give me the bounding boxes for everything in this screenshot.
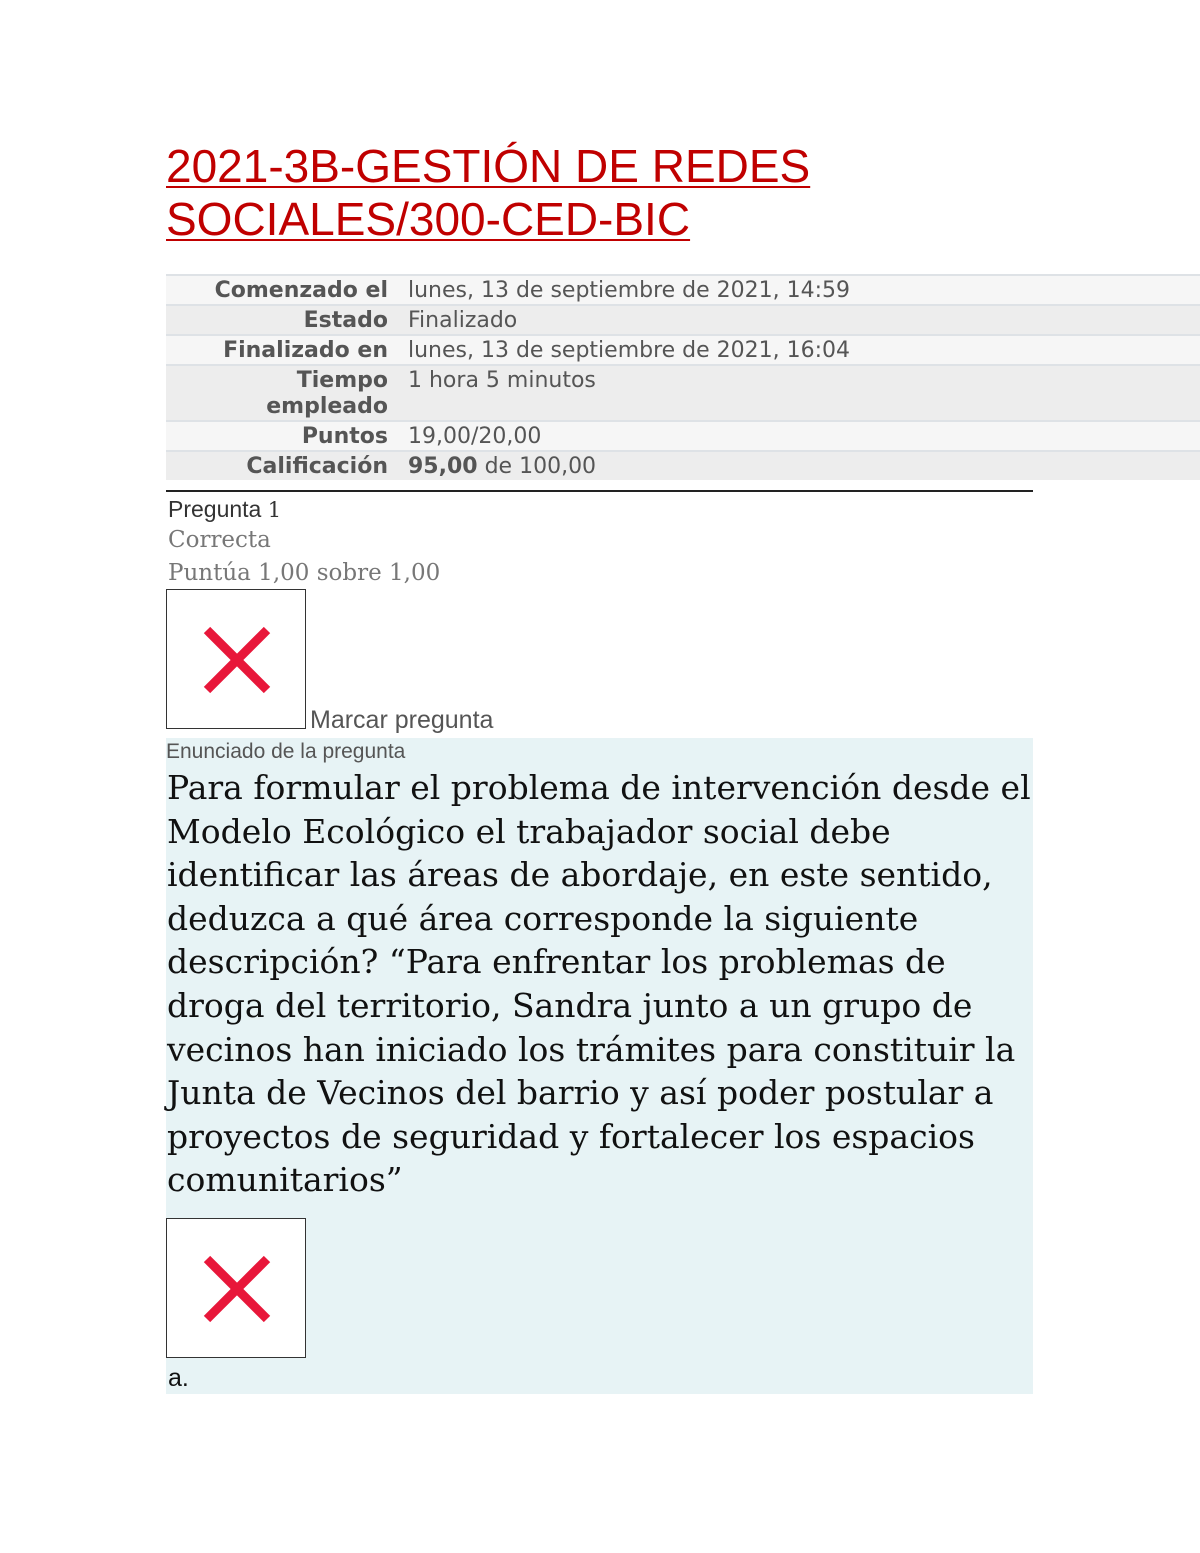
answer-option-a[interactable]: a. xyxy=(168,1364,189,1392)
summary-label: Calificación xyxy=(166,451,398,480)
question-text: Para formular el problema de intervención desde el Modelo Ecológico el trabajador social debe identificar las áreas de abordaje, en este sentido, deduzca a qué área corresponde la siguiente descripción? “Para enfrentar los problemas de droga del territorio, Sandra junto a un grupo de vecinos han iniciado los trámites para constituir la Junta de Vecinos del barrio y así poder postular a proyectos de seguridad y fortalecer los espacios comunitarios” xyxy=(167,768,1031,1200)
grade-value: 95,00 xyxy=(408,454,478,479)
flag-image[interactable] xyxy=(166,589,306,729)
summary-row-points xyxy=(166,421,1200,451)
summary-row-time-taken xyxy=(166,365,1200,421)
question-number xyxy=(168,496,281,523)
summary-value: 19,00/20,00 xyxy=(398,421,1200,451)
answer-image xyxy=(166,1218,306,1358)
flag-question-link[interactable]: Marcar pregunta xyxy=(310,706,494,734)
summary-label: Comenzado el xyxy=(166,275,398,305)
question-grade: Puntúa 1,00 sobre 1,00 xyxy=(168,560,441,586)
question-number-value: 1 xyxy=(267,498,282,522)
summary-label: Tiempo empleado xyxy=(166,365,398,421)
summary-value: 1 hora 5 minutos xyxy=(398,365,1200,421)
summary-value: lunes, 13 de septiembre de 2021, 16:04 xyxy=(398,335,1200,365)
broken-image-icon xyxy=(203,626,271,694)
grade-max: de 100,00 xyxy=(477,454,597,479)
statement-label: Enunciado de la pregunta xyxy=(166,740,406,763)
summary-value: lunes, 13 de septiembre de 2021, 14:59 xyxy=(398,275,1200,305)
question-label: Pregunta xyxy=(168,496,262,522)
summary-row-started xyxy=(166,275,1200,305)
broken-image-icon xyxy=(203,1255,271,1323)
summary-label: Puntos xyxy=(166,421,398,451)
attempt-summary-table xyxy=(166,274,1200,480)
course-title-link[interactable]: 2021-3B-GESTIÓN DE REDES SOCIALES/300-CED-BIC xyxy=(166,140,811,245)
summary-label: Finalizado en xyxy=(166,335,398,365)
summary-divider xyxy=(166,490,1033,492)
summary-row-grade xyxy=(166,451,1200,480)
question-state: Correcta xyxy=(168,527,271,553)
summary-row-state xyxy=(166,305,1200,335)
summary-label: Estado xyxy=(166,305,398,335)
summary-value: Finalizado xyxy=(398,305,1200,335)
summary-value xyxy=(398,451,1200,480)
summary-row-finished xyxy=(166,335,1200,365)
